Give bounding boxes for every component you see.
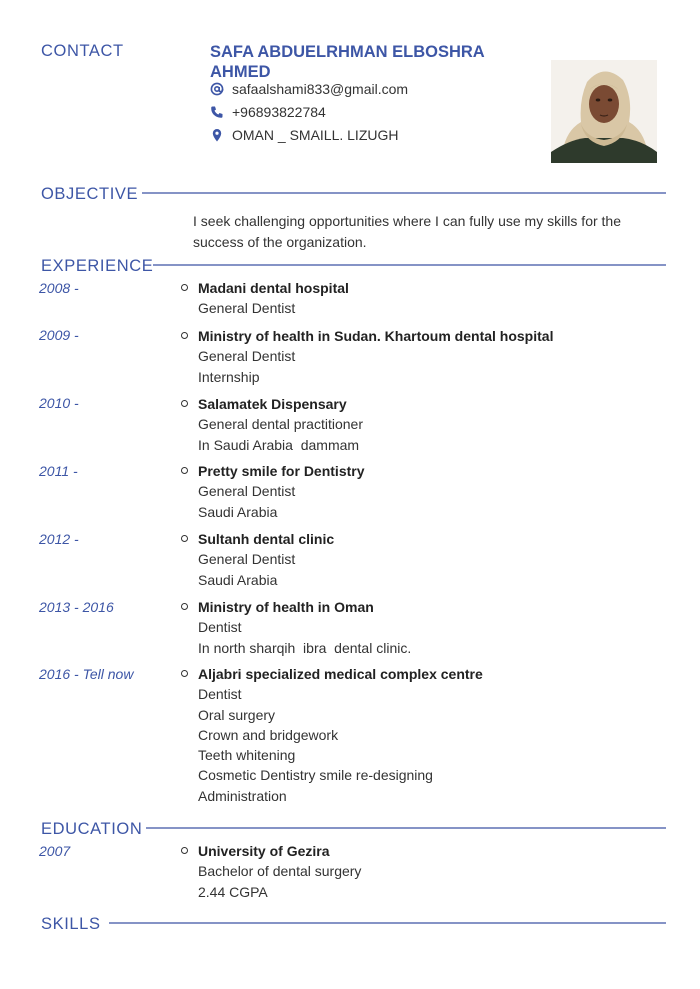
experience-line: Cosmetic Dentistry smile re-designing: [198, 767, 433, 784]
experience-line: General dental practitioner: [198, 416, 363, 433]
phone-row: [210, 104, 326, 120]
candidate-name: SAFA ABDUELRHMAN ELBOSHRA AHMED: [210, 43, 485, 81]
experience-date: 2011 -: [39, 463, 78, 479]
bullet-icon: [181, 284, 188, 291]
education-line: Bachelor of dental surgery: [198, 863, 362, 880]
experience-line: Teeth whitening: [198, 747, 296, 764]
experience-item: [181, 278, 661, 319]
education-date: 2007: [39, 843, 71, 859]
experience-date: 2013 - 2016: [39, 599, 114, 615]
experience-item: [181, 597, 661, 658]
experience-date: 2008 -: [39, 280, 79, 296]
education-title: University of Gezira: [198, 843, 330, 859]
email-row: [210, 81, 408, 97]
experience-line: General Dentist: [198, 348, 296, 365]
experience-item: [181, 461, 661, 522]
education-divider: [146, 827, 666, 829]
experience-divider: [153, 264, 666, 266]
experience-line: Crown and bridgework: [198, 726, 339, 743]
email-text: safaalshami833@gmail.com: [232, 81, 409, 97]
phone-text: +96893822784: [232, 104, 326, 120]
objective-divider: [142, 192, 666, 194]
experience-title: Pretty smile for Dentistry: [198, 463, 365, 479]
bullet-icon: [181, 400, 188, 407]
experience-line: General Dentist: [198, 483, 296, 500]
experience-item: [181, 529, 661, 590]
bullet-icon: [181, 603, 188, 610]
location-text: OMAN _ SMAILL. LIZUGH: [232, 127, 399, 143]
experience-item: [181, 326, 661, 387]
education-item: [181, 841, 661, 902]
bullet-icon: [181, 847, 188, 854]
experience-line: In Saudi Arabia dammam: [198, 436, 360, 453]
experience-line: Saudi Arabia: [198, 571, 278, 588]
contact-section-title: CONTACT: [41, 42, 124, 60]
profile-photo: [551, 60, 657, 163]
experience-line: Saudi Arabia: [198, 503, 278, 520]
bullet-icon: [181, 535, 188, 542]
experience-title: Ministry of health in Sudan. Khartoum dental hospital: [198, 328, 554, 344]
experience-line: Oral surgery: [198, 706, 276, 723]
phone-icon: [210, 105, 224, 119]
experience-title: Ministry of health in Oman: [198, 599, 374, 615]
experience-title: Aljabri specialized medical complex centre: [198, 666, 483, 682]
experience-title: Salamatek Dispensary: [198, 396, 347, 412]
experience-item: [181, 664, 661, 806]
experience-line: General Dentist: [198, 551, 296, 568]
experience-date: 2010 -: [39, 395, 79, 411]
experience-title: Sultanh dental clinic: [198, 531, 335, 547]
objective-text: I seek challenging opportunities where I can fully use my skills for the success of the organization.: [193, 213, 621, 250]
experience-date: 2016 - Tell now: [39, 666, 134, 682]
experience-date: 2012 -: [39, 531, 79, 547]
bullet-icon: [181, 332, 188, 339]
location-row: [210, 127, 398, 143]
education-line: 2.44 CGPA: [198, 883, 268, 900]
experience-line: Internship: [198, 368, 260, 385]
experience-line: Dentist: [198, 686, 242, 703]
bullet-icon: [181, 467, 188, 474]
at-icon: [210, 82, 224, 96]
bullet-icon: [181, 670, 188, 677]
experience-line: Dentist: [198, 619, 242, 636]
experience-line: Administration: [198, 787, 287, 804]
skills-divider: [109, 922, 666, 924]
experience-section-title: EXPERIENCE: [41, 257, 154, 275]
skills-section-title: SKILLS: [41, 915, 101, 933]
location-pin-icon: [210, 128, 224, 142]
experience-item: [181, 394, 661, 455]
experience-date: 2009 -: [39, 327, 79, 343]
experience-line: General Dentist: [198, 300, 296, 317]
education-section-title: EDUCATION: [41, 820, 143, 838]
experience-line: In north sharqih ibra dental clinic.: [198, 639, 412, 656]
objective-section-title: OBJECTIVE: [41, 185, 139, 203]
experience-title: Madani dental hospital: [198, 280, 349, 296]
